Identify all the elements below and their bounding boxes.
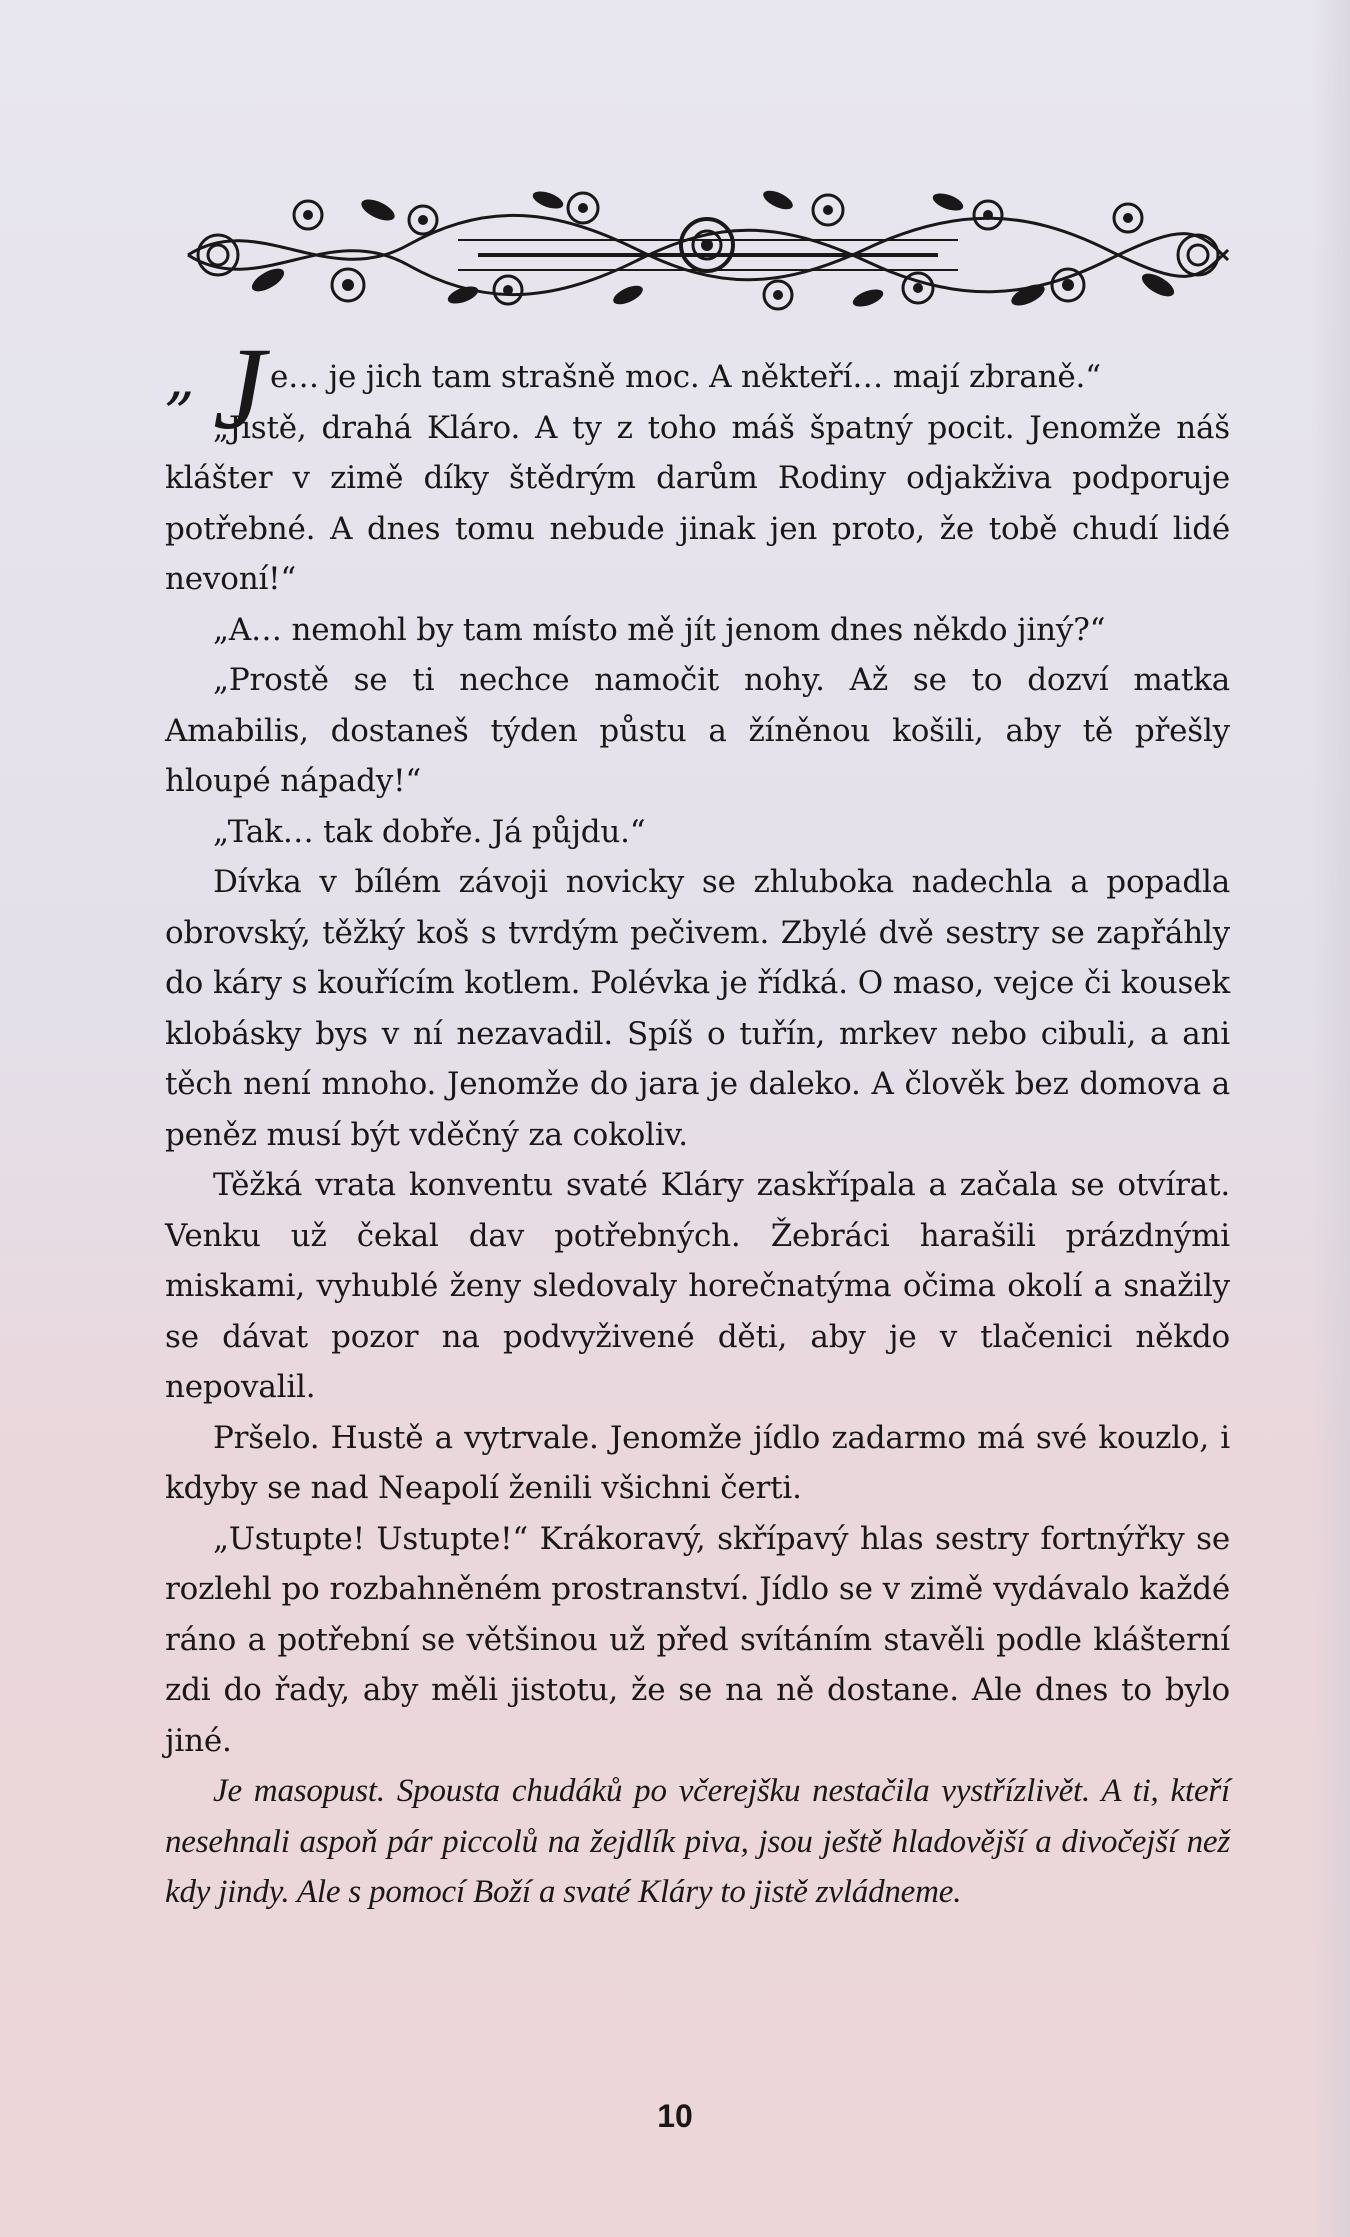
paragraph-1: „Jistě, drahá Kláro. A ty z toho máš špatný pocit. Jenomže náš klášter v zimě díky štědrým darům Rodiny odjakživa podporuje potřebné. A dnes tomu nebude jinak jen proto, že tobě chudí lidé nevoní!“ [165,409,1230,597]
page-number: 10 [657,2098,693,2134]
paragraph-5: Dívka v bílém závoji novicky se zhluboka nadechla a popadla obrovský, těžký koš s tvrdým pečivem. Zbylé dvě sestry se zapřáhly do káry s kouřícím kotlem. Polévka je řídká. O maso, vejce či kousek klobásky bys v ní nezavadil. Spíš o tuřín, mrkev nebo cibuli, a ani těch není mnoho. Jenomže do jara je daleko. A člověk bez domova a peněz musí být vděčný za cokoliv. [165,864,1230,1153]
page-text [165,323,1230,1918]
paragraph-4: „Tak… tak dobře. Já půjdu.“ [213,813,646,850]
paragraph-8: „Ustupte! Ustupte!“ Krákoravý, skřípavý hlas sestry fortnýřky se rozlehl po rozbahněném prostranství. Jídlo se v zimě vydávalo každé ráno a potřební se většinou už před svítáním stavěli podle klášterní zdi do řady, aby měli jistotu, že se na ně dostane. Ale dnes to bylo jiné. [165,1520,1230,1759]
dropcap-quote: „ [165,344,195,412]
italic-paragraph: Je masopust. Spousta chudáků po včerejšku nestačila vystřízlivět. A ti, kteří nesehnali aspoň pár piccolů na žejdlík piva, jsou ještě hladovější a divočejší než kdy jindy. Ale s pomocí Boží a svaté Kláry to jistě zvládneme. [165,1773,1230,1910]
paragraph-2: „A… nemohl by tam místo mě jít jenom dnes někdo jiný?“ [213,611,1106,648]
floral-vine-ornament-icon [178,170,1236,322]
paragraph-6: Těžká vrata konventu svaté Kláry zaskřípala a začala se otvírat. Venku už čekal dav potřebných. Žebráci harašili prázdnými miskami, vyhublé ženy sledovaly horečnatýma očima okolí a snažily se dávat pozor na podvyživené děti, aby je v tlačenici někdo nepovalil. [165,1167,1230,1405]
page-edge-shadow [1310,0,1350,2237]
paragraph-3: „Prostě se ti nechce namočit nohy. Až se to dozví matka Amabilis, dostaneš týden půstu a žíněnou košili, aby tě přešly hloupé nápady!“ [165,662,1230,799]
dropcap-letter: J [213,323,266,454]
paragraph-7: Pršelo. Hustě a vytrvale. Jenomže jídlo zadarmo má své kouzlo, i kdyby se nad Neapolí ženili všichni čerti. [165,1419,1230,1506]
opening-text: e… je jich tam strašně moc. A někteří… mají zbraně.“ [270,359,1101,395]
opening-paragraph [165,323,1230,454]
